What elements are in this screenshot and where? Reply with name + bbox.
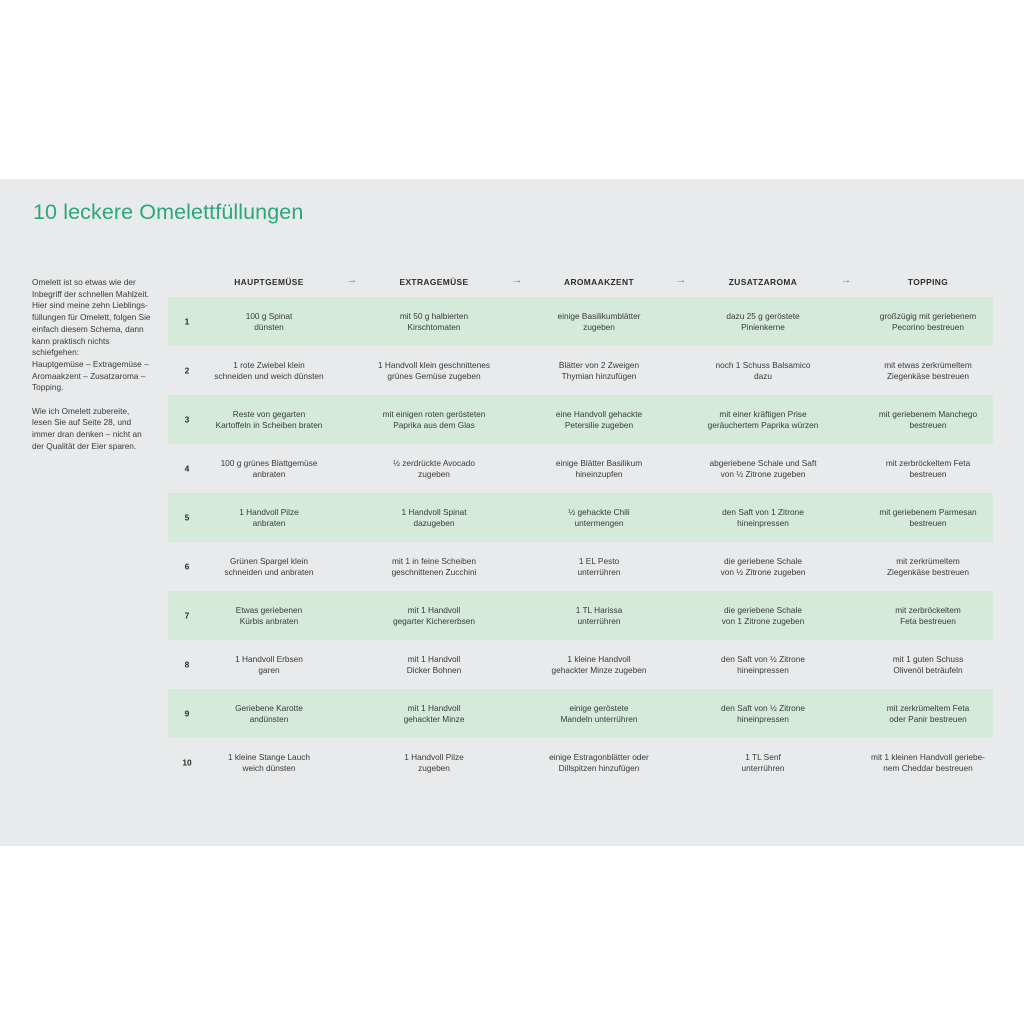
cell-extragemuese: mit 1 in feine Scheiben geschnittenen Zucchini	[391, 555, 477, 577]
cell-zusatzaroma: die geriebene Schale von 1 Zitrone zugeben	[721, 604, 805, 626]
cell-zusatzaroma: den Saft von ½ Zitrone hineinpressen	[721, 653, 805, 675]
table-row	[168, 689, 993, 738]
cell-topping: mit geriebenem Parmesan bestreuen	[879, 506, 977, 528]
arrow-right-icon: →	[840, 274, 852, 286]
row-number: 3	[184, 414, 190, 424]
arrow-right-icon: →	[346, 274, 358, 286]
cell-aromaakzent: 1 TL Harissa unterrühren	[575, 604, 623, 626]
cell-topping: mit zerkrümeltem Feta oder Panir bestreuen	[886, 702, 970, 724]
cell-aromaakzent: einige Basilikumblätter zugeben	[557, 310, 641, 332]
cell-extragemuese: 1 Handvoll Pilze zugeben	[404, 751, 464, 773]
table-row	[168, 346, 993, 395]
row-number: 7	[184, 610, 190, 620]
cell-hauptgemuese: Grünen Spargel klein schneiden und anbraten	[224, 555, 314, 577]
row-number: 2	[184, 365, 190, 375]
cell-extragemuese: 1 Handvoll klein geschnittenes grünes Gemüse zugeben	[377, 359, 491, 381]
arrow-right-icon: →	[511, 274, 523, 286]
column-header-extragemuese: EXTRAGEMÜSE	[399, 277, 469, 287]
filling-table	[168, 297, 993, 787]
table-row	[168, 542, 993, 591]
row-number: 1	[184, 316, 190, 326]
column-header-topping: TOPPING	[907, 277, 949, 287]
cell-hauptgemuese: Geriebene Karotte andünsten	[235, 702, 303, 724]
cell-aromaakzent: 1 kleine Handvoll gehackter Minze zugeben	[551, 653, 647, 675]
cell-topping: mit 1 guten Schuss Olivenöl beträufeln	[892, 653, 964, 675]
page-title: 10 leckere Omelettfüllungen	[33, 200, 304, 224]
cell-extragemuese: 1 Handvoll Spinat dazugeben	[401, 506, 467, 528]
cell-hauptgemuese: 100 g grünes Blattgemüse anbraten	[220, 457, 318, 479]
intro-paragraph-1: Omelett ist so etwas wie der Inbegriff der schnellen Mahlzeit. Hier sind meine zehn Lieblings- füllungen für Omelett, folgen Sie einfach diesem Schema, dann kann praktisch nichts schiefgehen: Hauptgemüse – Extragemüse – Aromaakzent – Zusatzaroma – Topping.	[32, 277, 151, 393]
cell-zusatzaroma: dazu 25 g geröstete Pinienkerne	[726, 310, 800, 332]
cell-extragemuese: mit 1 Handvoll gehackter Minze	[403, 702, 465, 724]
cell-zusatzaroma: noch 1 Schuss Balsamico dazu	[715, 359, 811, 381]
cell-hauptgemuese: Etwas geriebenen Kürbis anbraten	[235, 604, 303, 626]
row-number: 10	[182, 757, 192, 767]
column-header-hauptgemuese: HAUPTGEMÜSE	[234, 277, 304, 287]
cell-hauptgemuese: Reste von gegarten Kartoffeln in Scheiben braten	[215, 408, 323, 430]
cell-topping: mit zerbröckeltem Feta bestreuen	[885, 457, 971, 479]
intro-text	[32, 277, 157, 464]
column-header-zusatzaroma: ZUSATZAROMA	[728, 277, 798, 287]
table-row	[168, 738, 993, 787]
cell-topping: mit geriebenem Manchego bestreuen	[878, 408, 978, 430]
cell-aromaakzent: ½ gehackte Chili untermengen	[568, 506, 630, 528]
row-number: 8	[184, 659, 190, 669]
cell-zusatzaroma: mit einer kräftigen Prise geräuchertem Paprika würzen	[707, 408, 819, 430]
column-header-aromaakzent: AROMAAKZENT	[564, 277, 634, 287]
cell-hauptgemuese: 1 rote Zwiebel klein schneiden und weich dünsten	[214, 359, 324, 381]
table-row	[168, 297, 993, 346]
cell-extragemuese: mit 50 g halbierten Kirschtomaten	[399, 310, 469, 332]
cell-zusatzaroma: die geriebene Schale von ½ Zitrone zugeben	[720, 555, 806, 577]
cell-topping: mit zerbröckeltem Feta bestreuen	[895, 604, 961, 626]
cell-aromaakzent: 1 EL Pesto unterrühren	[577, 555, 621, 577]
cell-extragemuese: mit 1 Handvoll gegarter Kichererbsen	[392, 604, 476, 626]
cell-hauptgemuese: 1 kleine Stange Lauch weich dünsten	[227, 751, 311, 773]
cell-aromaakzent: eine Handvoll gehackte Petersilie zugeben	[555, 408, 643, 430]
row-number: 6	[184, 561, 190, 571]
table-header	[168, 270, 993, 294]
row-number: 9	[184, 708, 190, 718]
cell-aromaakzent: einige geröstete Mandeln unterrühren	[560, 702, 638, 724]
table-row	[168, 493, 993, 542]
cell-zusatzaroma: abgeriebene Schale und Saft von ½ Zitrone zugeben	[709, 457, 817, 479]
cell-aromaakzent: einige Estragonblätter oder Dillspitzen hinzufügen	[549, 751, 649, 773]
cell-extragemuese: mit einigen roten gerösteten Paprika aus dem Glas	[382, 408, 486, 430]
cell-topping: mit etwas zerkrümeltem Ziegenkäse bestreuen	[884, 359, 972, 381]
cell-aromaakzent: Blätter von 2 Zweigen Thymian hinzufügen	[558, 359, 640, 381]
cell-extragemuese: ½ zerdrückte Avocado zugeben	[393, 457, 475, 479]
cell-zusatzaroma: den Saft von ½ Zitrone hineinpressen	[721, 702, 805, 724]
cell-extragemuese: mit 1 Handvoll Dicker Bohnen	[406, 653, 462, 675]
cell-topping: mit 1 kleinen Handvoll geriebe- nem Cheddar bestreuen	[871, 751, 985, 773]
cell-zusatzaroma: den Saft von 1 Zitrone hineinpressen	[722, 506, 804, 528]
cell-topping: großzügig mit geriebenem Pecorino bestreuen	[879, 310, 977, 332]
row-number: 5	[184, 512, 190, 522]
table-row	[168, 640, 993, 689]
table-row	[168, 444, 993, 493]
arrow-right-icon: →	[675, 274, 687, 286]
cell-hauptgemuese: 1 Handvoll Pilze anbraten	[239, 506, 299, 528]
table-row	[168, 395, 993, 444]
intro-paragraph-2: Wie ich Omelett zubereite, lesen Sie auf Seite 28, und immer dran denken – nicht an der Qualität der Eier sparen.	[32, 405, 142, 451]
cell-topping: mit zerkrümeltem Ziegenkäse bestreuen	[886, 555, 970, 577]
cell-hauptgemuese: 1 Handvoll Erbsen garen	[235, 653, 303, 675]
cell-zusatzaroma: 1 TL Senf unterrühren	[741, 751, 785, 773]
cell-hauptgemuese: 100 g Spinat dünsten	[245, 310, 293, 332]
table-row	[168, 591, 993, 640]
row-number: 4	[184, 463, 190, 473]
cell-aromaakzent: einige Blätter Basilikum hineinzupfen	[555, 457, 643, 479]
